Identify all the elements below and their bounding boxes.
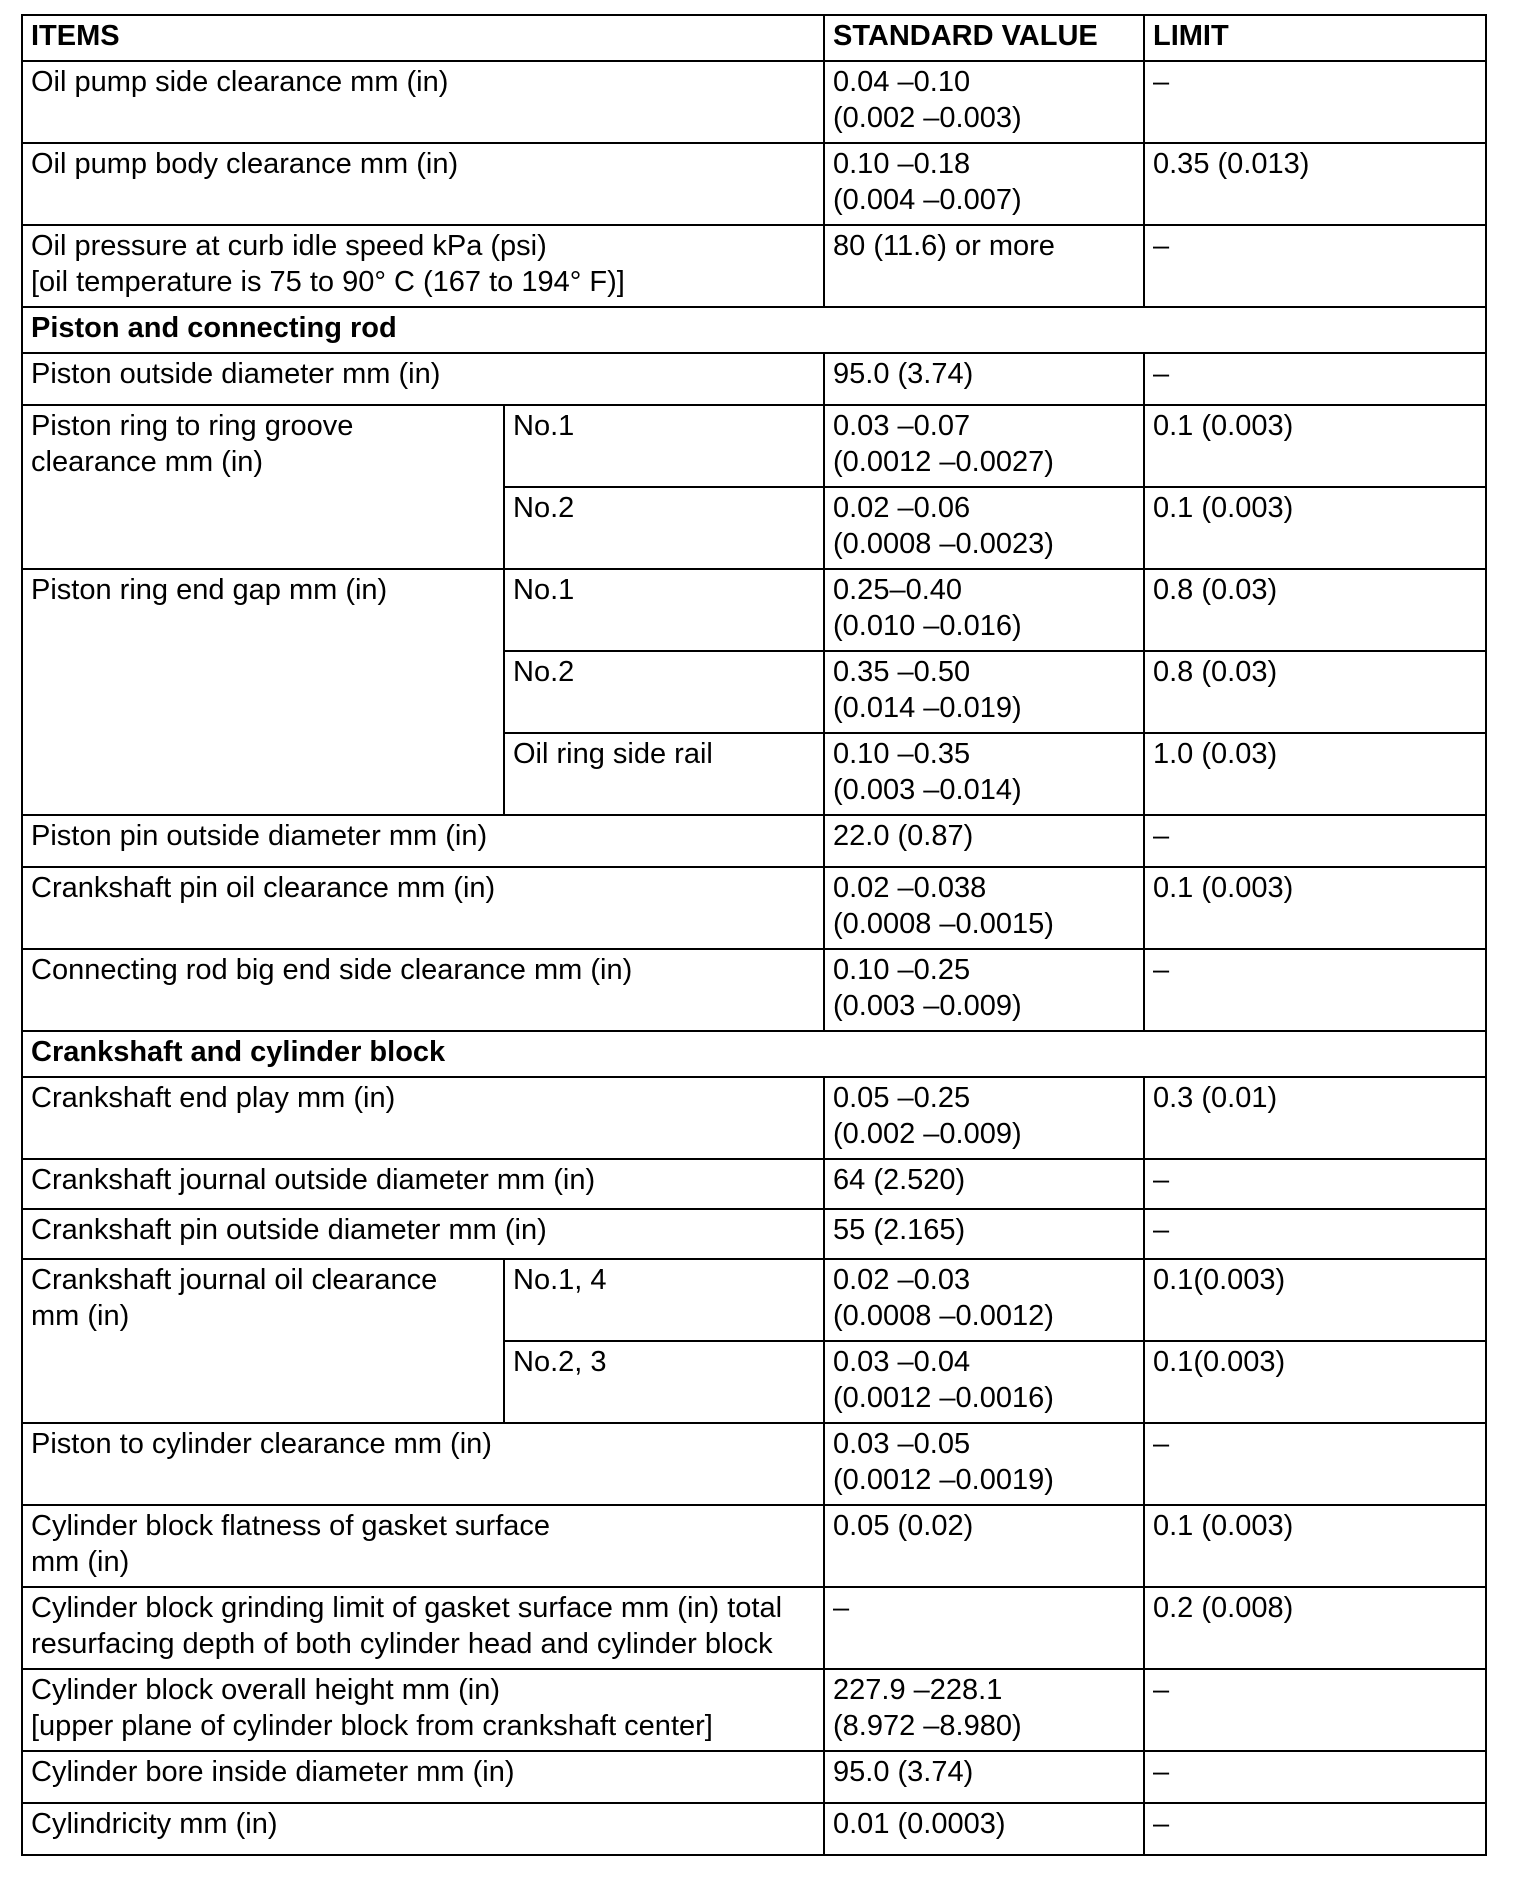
limit-cell: – <box>1144 225 1486 307</box>
sub-item-cell: No.1 <box>504 405 824 487</box>
standard-value-cell: 95.0 (3.74) <box>824 353 1144 405</box>
standard-value-cell: 22.0 (0.87) <box>824 815 1144 867</box>
table-row <box>22 1209 1486 1259</box>
limit-cell: – <box>1144 1159 1486 1209</box>
table-row <box>22 1803 1486 1855</box>
sub-item-cell: Oil ring side rail <box>504 733 824 815</box>
limit-cell: – <box>1144 1803 1486 1855</box>
standard-value-cell: 55 (2.165) <box>824 1209 1144 1259</box>
group-item-cell: Crankshaft journal oil clearance mm (in) <box>22 1259 504 1423</box>
standard-value-cell: – <box>824 1587 1144 1669</box>
standard-value-cell: 0.03 –0.07 (0.0012 –0.0027) <box>824 405 1144 487</box>
limit-cell: – <box>1144 1209 1486 1259</box>
limit-cell: 0.8 (0.03) <box>1144 651 1486 733</box>
limit-cell: – <box>1144 815 1486 867</box>
limit-cell: 0.3 (0.01) <box>1144 1077 1486 1159</box>
limit-cell: 0.8 (0.03) <box>1144 569 1486 651</box>
item-cell: Piston to cylinder clearance mm (in) <box>22 1423 824 1505</box>
item-cell: Crankshaft end play mm (in) <box>22 1077 824 1159</box>
item-cell: Cylindricity mm (in) <box>22 1803 824 1855</box>
table-row <box>22 1669 1486 1751</box>
group-item-cell: Piston ring to ring groove clearance mm (in) <box>22 405 504 569</box>
limit-cell: 0.1 (0.003) <box>1144 1505 1486 1587</box>
limit-cell: 0.1 (0.003) <box>1144 405 1486 487</box>
sub-item-cell: No.1, 4 <box>504 1259 824 1341</box>
table-row <box>22 405 1486 487</box>
limit-cell: – <box>1144 949 1486 1031</box>
sub-item-cell: No.1 <box>504 569 824 651</box>
item-cell: Piston pin outside diameter mm (in) <box>22 815 824 867</box>
item-cell: Oil pressure at curb idle speed kPa (psi) [oil temperature is 75 to 90° C (167 to 194° F)] <box>22 225 824 307</box>
item-cell: Cylinder block grinding limit of gasket surface mm (in) total resurfacing depth of both cylinder head and cylinder block <box>22 1587 824 1669</box>
table-row <box>22 867 1486 949</box>
table-row <box>22 1077 1486 1159</box>
limit-cell: – <box>1144 1423 1486 1505</box>
limit-cell: 1.0 (0.03) <box>1144 733 1486 815</box>
table-row <box>22 61 1486 143</box>
table-row <box>22 949 1486 1031</box>
table-row <box>22 1587 1486 1669</box>
table-row <box>22 815 1486 867</box>
table-row <box>22 1159 1486 1209</box>
limit-cell: – <box>1144 1669 1486 1751</box>
limit-cell: 0.1 (0.003) <box>1144 867 1486 949</box>
table-row <box>22 1505 1486 1587</box>
sub-item-cell: No.2 <box>504 487 824 569</box>
table-row <box>22 225 1486 307</box>
standard-value-cell: 227.9 –228.1 (8.972 –8.980) <box>824 1669 1144 1751</box>
item-cell: Crankshaft pin outside diameter mm (in) <box>22 1209 824 1259</box>
standard-value-cell: 0.10 –0.25 (0.003 –0.009) <box>824 949 1144 1031</box>
standard-value-cell: 0.04 –0.10 (0.002 –0.003) <box>824 61 1144 143</box>
header-standard-value: STANDARD VALUE <box>824 15 1144 61</box>
standard-value-cell: 95.0 (3.74) <box>824 1751 1144 1803</box>
item-cell: Connecting rod big end side clearance mm (in) <box>22 949 824 1031</box>
limit-cell: 0.1(0.003) <box>1144 1341 1486 1423</box>
limit-cell: 0.1 (0.003) <box>1144 487 1486 569</box>
specification-table <box>21 14 1487 1856</box>
standard-value-cell: 80 (11.6) or more <box>824 225 1144 307</box>
table-row <box>22 569 1486 651</box>
item-cell: Crankshaft pin oil clearance mm (in) <box>22 867 824 949</box>
item-cell: Oil pump side clearance mm (in) <box>22 61 824 143</box>
limit-cell: – <box>1144 353 1486 405</box>
standard-value-cell: 0.05 (0.02) <box>824 1505 1144 1587</box>
sub-item-cell: No.2, 3 <box>504 1341 824 1423</box>
standard-value-cell: 0.02 –0.03 (0.0008 –0.0012) <box>824 1259 1144 1341</box>
header-limit: LIMIT <box>1144 15 1486 61</box>
section-row <box>22 307 1486 353</box>
table-row <box>22 1751 1486 1803</box>
limit-cell: 0.35 (0.013) <box>1144 143 1486 225</box>
limit-cell: – <box>1144 1751 1486 1803</box>
table-row <box>22 1423 1486 1505</box>
item-cell: Oil pump body clearance mm (in) <box>22 143 824 225</box>
section-row <box>22 1031 1486 1077</box>
standard-value-cell: 0.02 –0.038 (0.0008 –0.0015) <box>824 867 1144 949</box>
standard-value-cell: 64 (2.520) <box>824 1159 1144 1209</box>
item-cell: Cylinder block overall height mm (in) [upper plane of cylinder block from crankshaft center] <box>22 1669 824 1751</box>
limit-cell: 0.2 (0.008) <box>1144 1587 1486 1669</box>
standard-value-cell: 0.10 –0.35 (0.003 –0.014) <box>824 733 1144 815</box>
standard-value-cell: 0.02 –0.06 (0.0008 –0.0023) <box>824 487 1144 569</box>
header-row <box>22 15 1486 61</box>
standard-value-cell: 0.10 –0.18 (0.004 –0.007) <box>824 143 1144 225</box>
standard-value-cell: 0.35 –0.50 (0.014 –0.019) <box>824 651 1144 733</box>
limit-cell: 0.1(0.003) <box>1144 1259 1486 1341</box>
table-row <box>22 143 1486 225</box>
standard-value-cell: 0.01 (0.0003) <box>824 1803 1144 1855</box>
section-heading: Piston and connecting rod <box>22 307 1486 353</box>
standard-value-cell: 0.03 –0.05 (0.0012 –0.0019) <box>824 1423 1144 1505</box>
header-items: ITEMS <box>22 15 824 61</box>
item-cell: Piston outside diameter mm (in) <box>22 353 824 405</box>
standard-value-cell: 0.25–0.40 (0.010 –0.016) <box>824 569 1144 651</box>
item-cell: Crankshaft journal outside diameter mm (in) <box>22 1159 824 1209</box>
item-cell: Cylinder bore inside diameter mm (in) <box>22 1751 824 1803</box>
table-row <box>22 353 1486 405</box>
sub-item-cell: No.2 <box>504 651 824 733</box>
limit-cell: – <box>1144 61 1486 143</box>
standard-value-cell: 0.05 –0.25 (0.002 –0.009) <box>824 1077 1144 1159</box>
item-cell: Cylinder block flatness of gasket surface mm (in) <box>22 1505 824 1587</box>
table-row <box>22 1259 1486 1341</box>
group-item-cell: Piston ring end gap mm (in) <box>22 569 504 815</box>
standard-value-cell: 0.03 –0.04 (0.0012 –0.0016) <box>824 1341 1144 1423</box>
section-heading: Crankshaft and cylinder block <box>22 1031 1486 1077</box>
